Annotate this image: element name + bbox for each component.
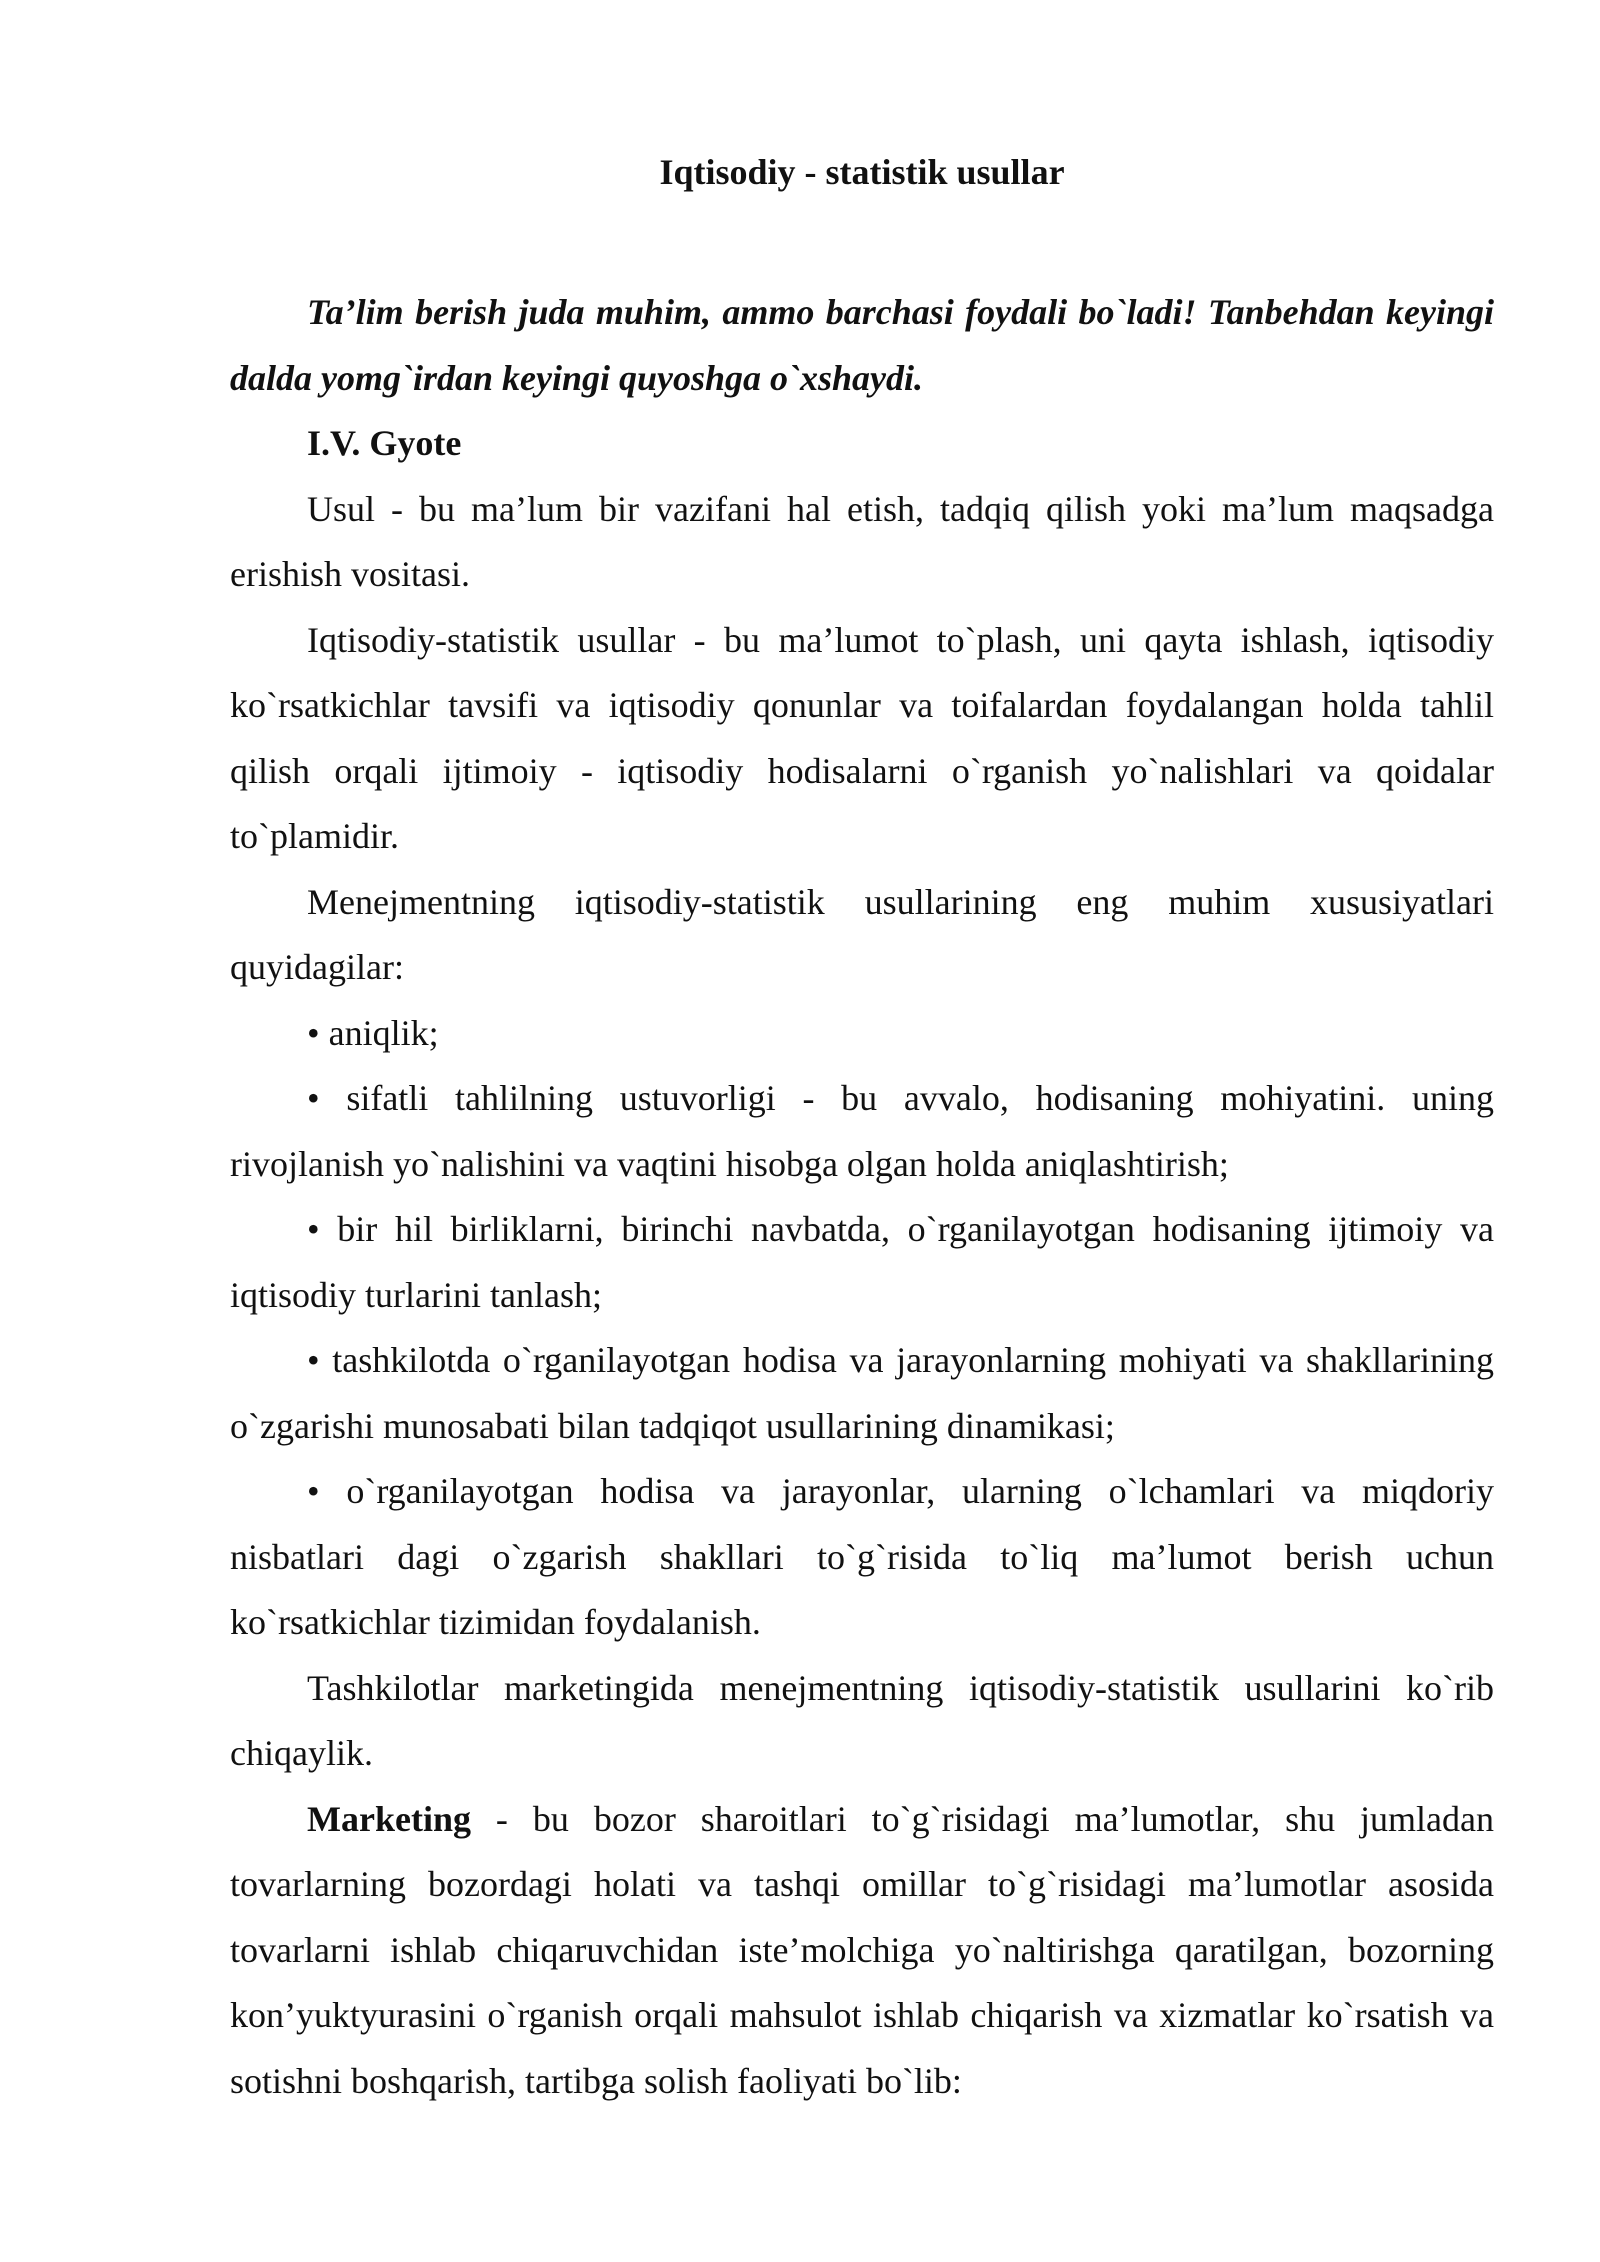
paragraph-features-intro: Menejmentning iqtisodiy-statistik usullarining eng muhim xususiyatlari quyidagilar:: [230, 881, 1494, 987]
document-page: [230, 150, 1494, 2114]
paragraph-marketing-intro: Tashkilotlar marketingida menejmentning iqtisodiy-statistik usullarini ko`rib chiqaylik.: [230, 1667, 1494, 1773]
epigraph-author: I.V. Gyote: [307, 423, 462, 463]
marketing-term: Marketing: [307, 1798, 471, 1839]
document-title: Iqtisodiy - statistik usullar: [659, 152, 1065, 192]
bullet-item: • tashkilotda o`rganilayotgan hodisa va jarayonlarning mohiyati va shakllarining o`zgarishi munosabati bilan tadqiqot usullarining dinamikasi;: [230, 1340, 1494, 1446]
epigraph: Ta’lim berish juda muhim, ammo barchasi foydali bo`ladi! Tanbehdan keyingi dalda yomg`irdan keyingi quyoshga o`xshaydi.: [230, 292, 1494, 398]
bullet-item: • o`rganilayotgan hodisa va jarayonlar, ularning o`lchamlari va miqdoriy nisbatlari dagi o`zgarish shakllari to`g`risida to`liq ma’lumot berish uchun ko`rsatkichlar tizimidan foydalanish.: [230, 1471, 1494, 1642]
bullet-item: • sifatli tahlilning ustuvorligi - bu avvalo, hodisaning mohiyatini. uning rivojlanish yo`nalishini va vaqtini hisobga olgan holda aniqlashtirish;: [230, 1078, 1494, 1184]
paragraph-definition: Iqtisodiy-statistik usullar - bu ma’lumot to`plash, uni qayta ishlash, iqtisodiy ko`rsatkichlar tavsifi va iqtisodiy qonunlar va toifalardan foydalangan holda tahlil qilish orqali ijtimoiy - iqtisodiy hodisalarni o`rganish yo`nalishlari va qoidalar to`plamidir.: [230, 619, 1494, 856]
paragraph-marketing-definition: [230, 1787, 1494, 2115]
bullet-item: • aniqlik;: [307, 1012, 439, 1053]
marketing-definition-text: - bu bozor sharoitlari to`g`risidagi ma’lumotlar, shu jumladan tovarlarning bozordagi holati va tashqi omillar to`g`risidagi ma’lumotlar asosida tovarlarni ishlab chiqaruvchidan iste’molchiga yo`naltirishga qaratilgan, bozorning kon’yuktyurasini o`rganish orqali mahsulot ishlab chiqarish va xizmatlar ko`rsatish va sotishni boshqarish, tartibga solish faoliyati bo`lib:: [230, 1798, 1494, 2101]
bullet-item: • bir hil birliklarni, birinchi navbatda, o`rganilayotgan hodisaning ijtimoiy va iqtisodiy turlarini tanlash;: [230, 1209, 1494, 1315]
paragraph-usul: Usul - bu ma’lum bir vazifani hal etish, tadqiq qilish yoki ma’lum maqsadga erishish vositasi.: [230, 488, 1494, 594]
